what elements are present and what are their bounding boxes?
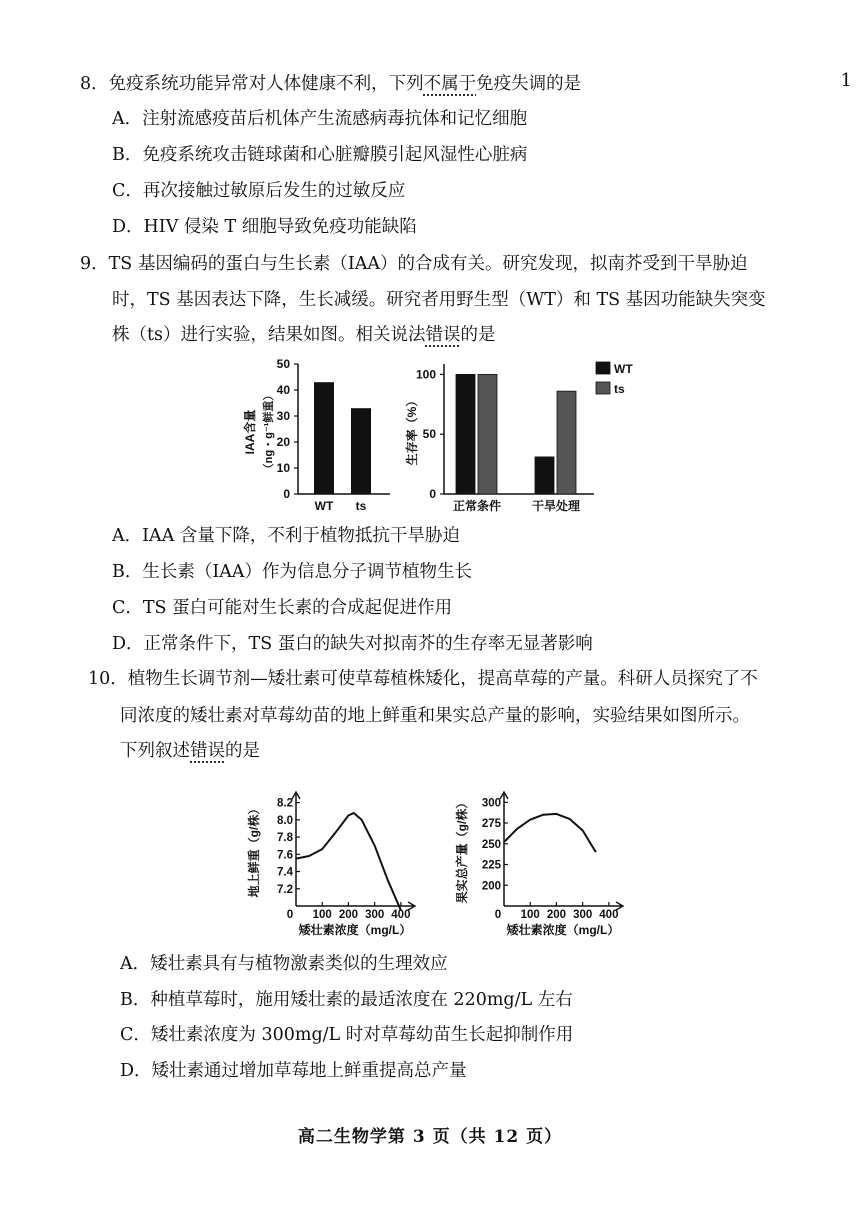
q9-stem-line2: 时，TS 基因表达下降，生长减缓。研究者用野生型（WT）和 TS 基因功能缺失突变 — [112, 290, 766, 310]
bar-ts — [351, 408, 371, 494]
y-tick-label: 40 — [276, 383, 290, 397]
legend-swatch-ts — [596, 382, 610, 394]
y-tick-label: 20 — [276, 435, 290, 449]
x-tick-label: 正常条件 — [452, 499, 502, 513]
y-tick-label: 7.6 — [277, 849, 293, 862]
x-tick-label: 200 — [338, 909, 359, 921]
x-tick-label: 300 — [573, 909, 593, 921]
y-axis-label-line2: （ng・g⁻¹鲜重） — [263, 389, 275, 475]
total-yield-line-chart — [452, 784, 632, 944]
y-tick-label: 225 — [481, 859, 501, 872]
bar-WT-0 — [456, 374, 475, 494]
q10-option-d: D．矮壮素通过增加草莓地上鲜重提高总产量 — [120, 1061, 467, 1081]
y-tick-label: 50 — [422, 427, 436, 442]
q9-option-a: A．IAA 含量下降，不利于植物抵抗干旱胁迫 — [112, 526, 460, 546]
q9-option-c: C．TS 蛋白可能对生长素的合成起促进作用 — [112, 598, 453, 618]
y-tick-label: 8.2 — [277, 797, 293, 810]
y-tick-label: 7.8 — [277, 832, 293, 845]
y-tick-label: 300 — [481, 797, 501, 810]
q8-option-b: B．免疫系统攻击链球菌和心脏瓣膜引起风湿性心脏病 — [112, 145, 528, 165]
bar-ts-0 — [478, 374, 497, 494]
q8-stem-suffix: 免疫失调的是 — [476, 74, 582, 94]
x-tick-label: WT — [314, 499, 334, 513]
y-tick-label: 100 — [415, 367, 436, 382]
y-tick-label: 250 — [481, 838, 501, 851]
x-tick-label: 干旱处理 — [531, 499, 581, 513]
q9-stem-emphasis: 错误 — [425, 325, 461, 345]
q10-option-c: C．矮壮素浓度为 300mg/L 时对草莓幼苗生长起抑制作用 — [120, 1025, 574, 1045]
y-axis-label: 生存率（%） — [405, 394, 419, 466]
x-axis-label: 矮壮素浓度（mg/L） — [506, 923, 620, 937]
x-tick-label: ts — [355, 499, 367, 513]
q9-option-d: D．正常条件下，TS 蛋白的缺失对拟南芥的生存率无显著影响 — [112, 634, 593, 654]
y-tick-label: 8.0 — [277, 814, 293, 827]
q10-stem-line2: 同浓度的矮壮素对草莓幼苗的地上鲜重和果实总产量的影响，实验结果如图所示。 — [120, 706, 750, 726]
q9-option-b: B．生长素（IAA）作为信息分子调节植物生长 — [112, 562, 473, 582]
q8-stem — [80, 72, 581, 96]
x-tick-label: 200 — [546, 909, 567, 921]
y-tick-label: 0 — [283, 487, 290, 501]
legend-label-ts: ts — [614, 382, 625, 396]
x-tick-label: 400 — [391, 909, 411, 921]
y-tick-label: 200 — [481, 880, 501, 893]
y-tick-label: 275 — [481, 818, 501, 831]
x-tick-label: 0 — [494, 909, 502, 921]
x-axis-label: 矮壮素浓度（mg/L） — [298, 923, 412, 937]
q9-stem-line1: 9．TS 基因编码的蛋白与生长素（IAA）的合成有关。研究发现，拟南芥受到干旱胁迫 — [80, 254, 748, 274]
q8-stem-emphasis: 不属于 — [423, 74, 477, 94]
q10-stem-line3-suffix: 的是 — [225, 741, 260, 761]
x-tick-label: 400 — [599, 909, 619, 921]
y-tick-label: 50 — [276, 357, 290, 371]
y-axis-label: 地上鲜重（g/株） — [247, 802, 261, 898]
data-curve — [296, 813, 401, 910]
y-axis-label: 果实总产量（g/株） — [455, 796, 469, 904]
x-tick-label: 100 — [520, 909, 540, 921]
q8-option-a: A．注射流感疫苗后机体产生流感病毒抗体和记忆细胞 — [112, 109, 528, 129]
q9-stem-line3 — [112, 323, 496, 347]
survival-rate-bar-chart — [400, 352, 640, 518]
y-tick-label: 7.4 — [277, 866, 293, 879]
q10-stem-emphasis: 错误 — [190, 741, 225, 761]
q10-stem-line1: 10．植物生长调节剂—矮壮素可使草莓植株矮化，提高草莓的产量。科研人员探究了不 — [88, 669, 758, 689]
fresh-weight-line-chart — [244, 784, 424, 944]
y-tick-label: 7.2 — [277, 883, 293, 896]
data-curve — [504, 814, 596, 852]
q9-stem-line3-suffix: 的是 — [460, 325, 496, 345]
bar-WT — [314, 382, 334, 494]
x-tick-label: 0 — [286, 909, 294, 921]
page-footer: 高二生物学第 3 页（共 12 页） — [297, 1127, 563, 1147]
q10-option-b: B．种植草莓时，施用矮壮素的最适浓度在 220mg/L 左右 — [120, 990, 573, 1010]
iaa-content-bar-chart — [230, 352, 400, 518]
legend-label-WT: WT — [614, 362, 633, 376]
legend-swatch-WT — [596, 362, 610, 374]
x-tick-label: 300 — [365, 909, 385, 921]
q8-option-d: D．HIV 侵染 T 细胞导致免疫功能缺陷 — [112, 217, 417, 237]
q8-stem-prefix: 8．免疫系统功能异常对人体健康不利，下列 — [80, 74, 424, 94]
q8-option-c: C．再次接触过敏原后发生的过敏反应 — [112, 181, 406, 201]
q10-option-a: A．矮壮素具有与植物激素类似的生理效应 — [120, 954, 448, 974]
q9-stem-line3-prefix: 株（ts）进行实验，结果如图。相关说法 — [112, 325, 426, 345]
bar-WT-1 — [535, 457, 554, 494]
y-axis-label-line1: IAA含量 — [243, 409, 257, 455]
q10-stem-line3 — [120, 739, 260, 763]
y-tick-label: 30 — [276, 409, 290, 423]
x-tick-label: 100 — [312, 909, 332, 921]
q10-stem-line3-prefix: 下列叙述 — [120, 741, 190, 761]
bar-ts-1 — [557, 391, 576, 494]
y-tick-label: 10 — [276, 461, 290, 475]
y-tick-label: 0 — [429, 487, 436, 501]
page-corner-number: 1 — [840, 70, 852, 91]
